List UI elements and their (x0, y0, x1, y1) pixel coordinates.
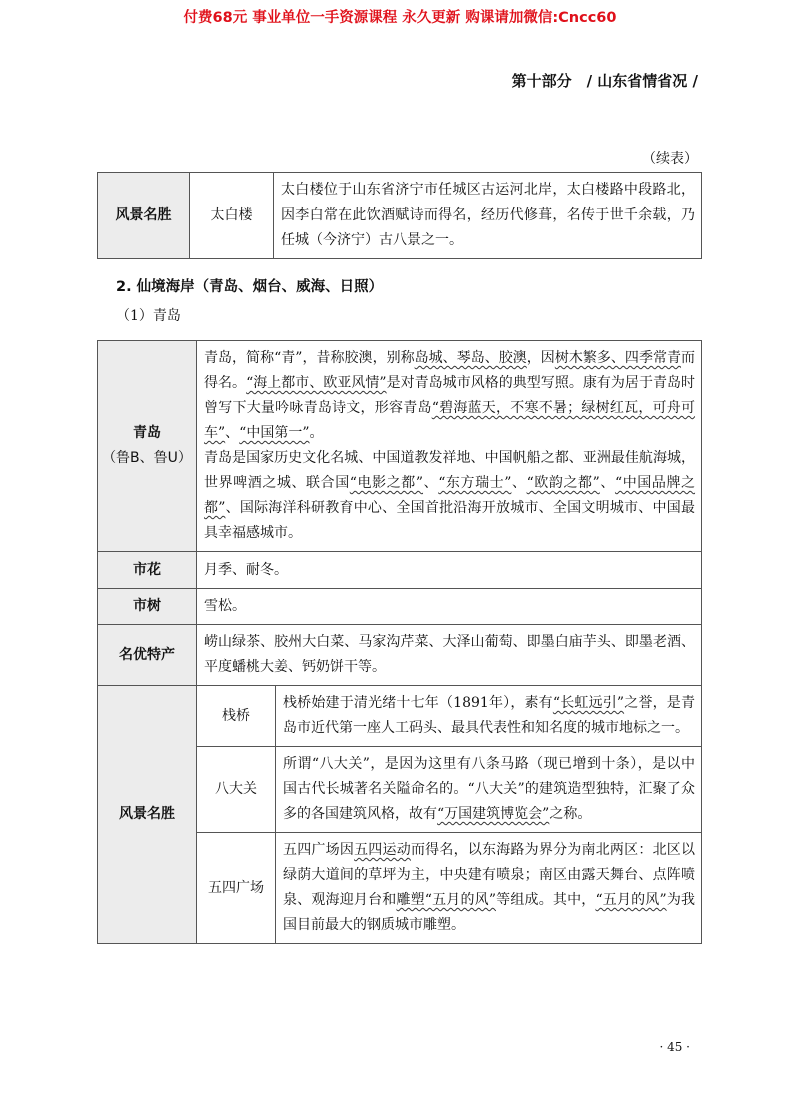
page-number: · 45 · (659, 1040, 690, 1054)
city-desc-para-1: 青岛，简称“青”，昔称胶澳，别称岛城、琴岛、胶澳，因树木繁多、四季常青而得名。“海上都市、欧亚风情”是对青岛城市风格的典型写照。康有为居于青岛时曾写下大量吟咏青岛诗文，形容青岛“碧海蓝天，不寒不暑；绿树红瓦，可舟可车”、“中国第一”。 (204, 350, 696, 441)
city-tree-label: 市树 (98, 589, 197, 625)
zhanqiao-desc: 栈桥始建于清光绪十七年（1891年），素有“长虹远引”之誉，是青岛市近代第一座人工码头、最具代表性和知名度的城市地标之一。 (276, 686, 702, 747)
wusi-name: 五四广场 (197, 833, 276, 944)
table-row (98, 589, 702, 625)
city-desc-cell (197, 341, 702, 552)
city-label: 青岛 (133, 425, 161, 441)
scenic-desc-cell: 太白楼位于山东省济宁市任城区古运河北岸，太白楼路中段路北，因李白常在此饮酒赋诗而得名，经历代修葺，名传于世千余载，乃任城（今济宁）古八景之一。 (274, 173, 702, 259)
qingdao-table (97, 340, 702, 944)
city-flower-value: 月季、耐冬。 (197, 552, 702, 589)
plate-label: （鲁B、鲁U） (102, 450, 192, 466)
table-row (98, 341, 702, 552)
badaguan-desc: 所谓“八大关”，是因为这里有八条马路（现已增到十条），是以中国古代长城著名关隘命名的。“八大关”的建筑造型独特，汇聚了众多的各国建筑风格，故有“万国建筑博览会”之称。 (276, 747, 702, 833)
promo-banner: 付费68元 事业单位一手资源课程 永久更新 购课请加微信:Cncc60 (183, 10, 617, 26)
table-row (98, 173, 702, 259)
continued-note: （续表） (642, 151, 698, 167)
city-flower-label: 市花 (98, 552, 197, 589)
continued-table (97, 172, 702, 259)
table-row (98, 552, 702, 589)
scenic-label: 风景名胜 (98, 686, 197, 944)
table-row (98, 686, 702, 747)
category-cell: 风景名胜 (98, 173, 190, 259)
city-desc-para-2: 青岛是国家历史文化名城、中国道教发祥地、中国帆船之都、亚洲最佳航海城，世界啤酒之城、联合国“电影之都”、“东方瑞士”、“欧韵之都”、“中国品牌之都”、国际海洋科研教育中心、全国首批沿海开放城市、全国文明城市、中国最具幸福感城市。 (204, 450, 696, 541)
city-tree-value: 雪松。 (197, 589, 702, 625)
badaguan-name: 八大关 (197, 747, 276, 833)
section-title: 2. 仙境海岸（青岛、烟台、威海、日照） (116, 279, 384, 295)
specialties-value: 崂山绿茶、胶州大白菜、马家沟芹菜、大泽山葡萄、即墨白庙芋头、即墨老酒、平度蟠桃大姜、钙奶饼干等。 (197, 625, 702, 686)
city-label-cell (98, 341, 197, 552)
scenic-name-cell: 太白楼 (190, 173, 274, 259)
specialties-label: 名优特产 (98, 625, 197, 686)
wusi-desc: 五四广场因五四运动而得名，以东海路为界分为南北两区：北区以绿荫大道间的草坪为主，中央建有喷泉；南区由露天舞台、点阵喷泉、观海迎月台和雕塑“五月的风”等组成。其中，“五月的风”为我国目前最大的钢质城市雕塑。 (276, 833, 702, 944)
part-header: 第十部分 / 山东省情省况 / (511, 72, 698, 90)
table-row (98, 625, 702, 686)
subsection-title: （1）青岛 (116, 308, 181, 324)
zhanqiao-name: 栈桥 (197, 686, 276, 747)
